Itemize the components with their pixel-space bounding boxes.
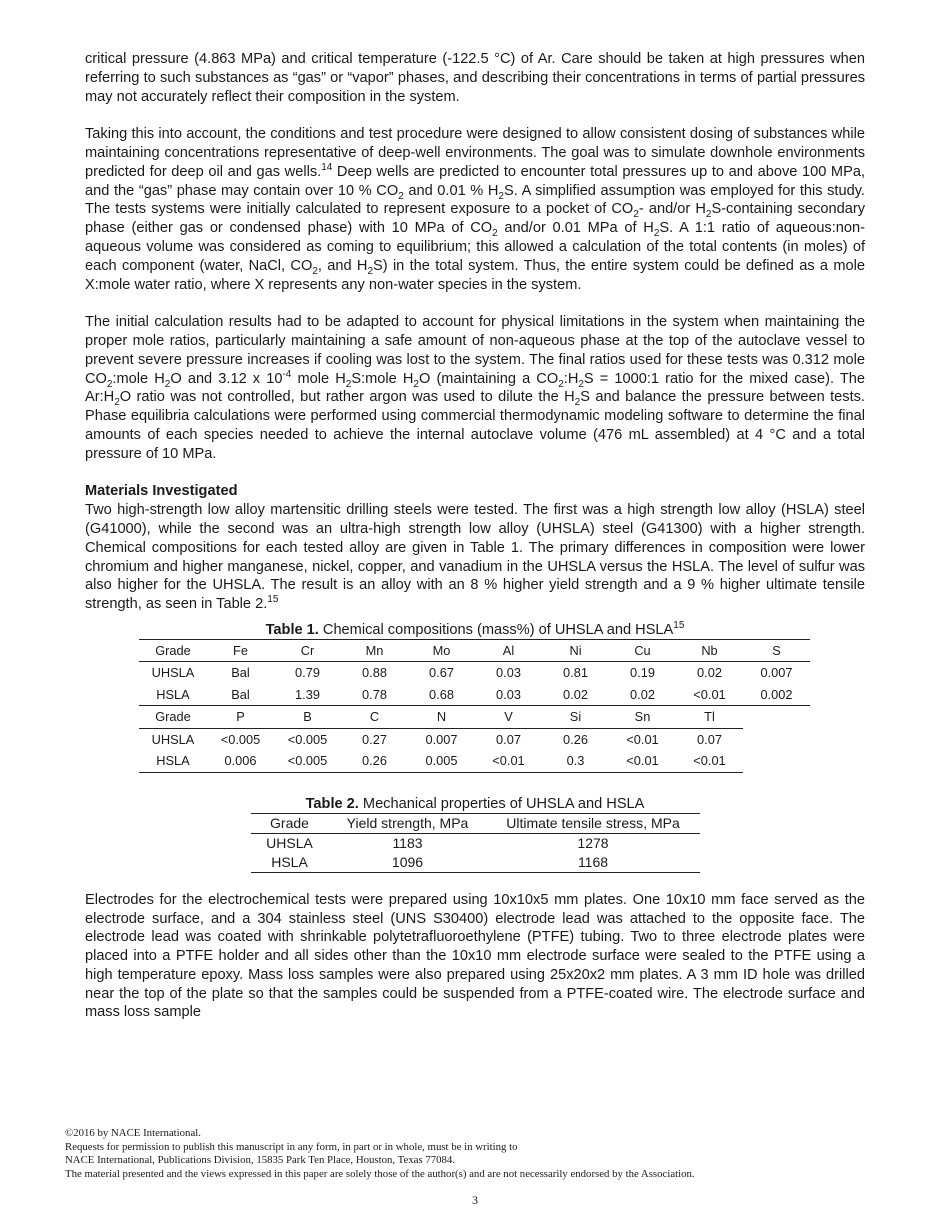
table1-cell: S [743,639,810,662]
table2-caption-text: Mechanical properties of UHSLA and HSLA [358,795,645,812]
table1-caption-ref: 15 [673,619,685,631]
table1-cell: Fe [207,639,274,662]
table1-cell: 0.02 [542,684,609,706]
subscript: 2 [578,378,584,390]
table2-row [251,833,700,853]
subscript: 2 [312,265,318,277]
table1-cell: V [475,706,542,729]
paragraph-materials [85,501,865,614]
text-run: O ratio was not controlled, but rather argon was used to dilute the H [119,389,575,406]
table1-caption [85,621,865,639]
table1-cell: Al [475,639,542,662]
table1-caption-label: Table 1. [265,621,319,638]
table1-cell: 0.07 [496,731,521,747]
table2-cell: UHSLA [266,834,313,851]
footer-address: NACE International, Publications Division, 15835 Park Ten Place, Houston, Texas 77084. [65,1154,456,1167]
table2-cell: Yield strength, MPa [329,813,487,833]
table1-cell: <0.01 [609,750,676,772]
superscript: 15 [267,594,279,606]
table1-cell: 0.81 [563,665,588,681]
table1-cell: UHSLA [151,731,195,747]
subscript: 2 [398,190,404,202]
table1-caption-text: Chemical compositions (mass%) of UHSLA and HSLA [318,621,674,638]
subscript: 2 [498,190,504,202]
text-run: S) in the total system. Thus, the entire system could be defined as a mole X:mole water ratio, where X represents any non-water species in the system. [85,257,865,293]
table1-cell: 0.07 [697,731,722,747]
table1-block [85,621,865,773]
subscript: 2 [633,209,639,221]
footer [65,1127,695,1181]
table1-cell: <0.01 [475,750,542,772]
table2-row [251,853,700,873]
superscript: -4 [282,368,292,380]
table1-row [139,684,810,706]
table1-cell: 1.39 [274,684,341,706]
table1-cell: <0.01 [676,750,743,772]
table1-empty-cell [743,728,810,750]
subscript: 2 [653,228,660,240]
table1-cell: <0.005 [274,750,341,772]
text-run: Taking this into account, the conditions and test procedure were designed to allow consistent dosing of substances while maintaining concentrations representative of deep-well environments. The goal was to simulate downhole environments predicted for deep oil and gas wells. [85,126,865,180]
text-run: :mole H [112,370,165,387]
table2-caption-label: Table 2. [305,795,359,812]
table1-cell: 0.03 [475,684,542,706]
table1-cell: 0.68 [408,684,475,706]
table1-cell: P [207,706,274,729]
page-body [85,50,865,1022]
table1-cell: Mo [408,639,475,662]
table1-cell: Cr [274,639,341,662]
superscript: 14 [321,161,333,173]
table1-cell: 0.79 [295,665,320,681]
table1-cell: <0.01 [626,731,659,747]
table2-cell: 1183 [392,834,423,851]
subscript: 2 [558,378,564,390]
subscript: 2 [345,378,352,390]
subscript: 2 [106,378,113,390]
table1-cell: N [408,706,475,729]
text-run: critical pressure (4.863 MPa) and critical temperature (-122.5 °C) of Ar. Care should be taken at high pressures when referring to such substances as “gas” or “vapor” phases, and describing their concentrations in terms of partial pressures may not accurately reflect their composition in the system. [85,51,865,105]
subscript: 2 [705,209,712,221]
table1-cell: 0.67 [429,665,454,681]
table1-row [139,662,810,684]
paragraph-electrodes [85,891,865,1023]
text-run: S and balance the pressure between tests. Phase equilibria calculations were performed using commercial thermodynamic modeling software to determine the final amounts of each species needed to achieve the internal autoclave volume (476 mL assembled) at 4 °C and a total pressure of 10 MPa. [85,389,865,462]
table1-cell: C [341,706,408,729]
table1-cell: Bal [231,665,250,681]
table1-cell: <0.01 [676,684,743,706]
table1-cell: <0.005 [220,731,261,747]
table1-cell: 0.88 [362,665,387,681]
table2-cell: 1278 [577,834,609,851]
subscript: 2 [574,397,581,409]
table1-row [139,750,810,772]
text-run: :H [563,370,579,387]
footer-disclaimer: The material presented and the views expressed in this paper are solely those of the author(s) and are not necessarily endorsed by the Association. [65,1167,695,1180]
table1-empty-cell [743,706,810,729]
table1-cell: HSLA [139,684,207,706]
table1-row [139,728,810,750]
table1-cell: HSLA [139,750,207,772]
text-run: - and/or H [638,201,706,218]
footer-permission: Requests for permission to publish this manuscript in any form, in part or in whole, must be in writing to [65,1140,518,1153]
paragraph-intro [85,50,865,106]
table1-cell: 0.19 [630,665,655,681]
subscript: 2 [164,378,171,390]
table1-row [139,706,810,729]
table1-cell: Mn [341,639,408,662]
text-run: S:mole H [351,370,414,387]
text-run: O and 3.12 x 10 [170,370,283,387]
footer-copyright: ©2016 by NACE International. [65,1127,201,1139]
text-run: Deep wells are predicted to encounter total pressures up to and above 100 MPa, and the “gas” phase may contain over 10 % CO [85,163,865,199]
table1-cell: Cu [609,639,676,662]
table2-block [85,795,865,873]
table1-cell: Bal [207,684,274,706]
table2-cell: 1096 [329,853,487,873]
subscript: 2 [114,397,120,409]
text-run: Electrodes for the electrochemical tests were prepared using 10x10x5 mm plates. One 10x10 mm face served as the electrode surface, and a 304 stainless steel (UNS S30400) electrode lead was attached to the opposite face. The electrode lead was coated with shrinkable polytetrafluoroethylene (PTFE) tubing. Two to three electrode plates were placed into a PTFE holder and all sides other than the 10x10 mm electrode surface were sealed to the PTFE using a high temperature epoxy. Mass loss samples were also prepared using 25x20x2 mm plates. A 3 mm ID hole was drilled near the top of the plate so that the samples could be suspended from a PTFE-coated wire. The electrode surface and mass loss sample [85,891,865,1021]
text-run: and 0.01 % H [403,182,499,199]
table1-cell: Ni [542,639,609,662]
paragraph-ratios [85,313,865,463]
table1-cell: 0.02 [697,665,722,681]
table2-cell: Grade [251,813,329,833]
text-run: The initial calculation results had to be adapted to account for physical limitations in the system when maintaining the proper mole ratios, particularly maintaining a safe amount of non-aqueous phase at the top of the autoclave vessel to prevent severe pressure increases if cooling was lost to the system. The final ratios used for these tests was 0.312 mole CO [85,314,865,387]
table1-cell: 0.007 [425,731,458,747]
table2-cell: Ultimate tensile stress, MPa [487,813,700,833]
table1-cell: Nb [676,639,743,662]
text-run: Two high-strength low alloy martensitic drilling steels were tested. The first was a high strength low alloy (HSLA) steel (G41000), while the second was an ultra-high strength low alloy (UHSLA) steel (G41300) with a higher strength. Chemical compositions for each tested alloy are given in Table 1. The primary differences in composition were lower chromium and higher manganese, nickel, copper, and vanadium in the UHSLA versus the HSLA. The level of sulfur was also higher for the UHSLA. The result is an alloy with an 8 % higher yield strength and a 9 % higher ultimate tensile strength, as seen in Table 2. [85,502,865,613]
table1-cell: 0.03 [496,665,521,681]
text-run: , and H [317,257,368,274]
table1-cell: Tl [676,706,743,729]
table1 [139,639,810,773]
table1-cell: 0.006 [207,750,274,772]
table1-cell: UHSLA [151,665,195,681]
text-run: S. A simplified assumption was employed for this study. The tests systems were initially calculated to represent exposure to a pocket of CO [85,182,865,218]
text-run: and/or 0.01 MPa of H [497,220,654,237]
table2-cell: 1168 [487,853,700,873]
text-run: O (maintaining a CO [418,370,559,387]
table1-cell: 0.02 [609,684,676,706]
table1-cell: 0.78 [341,684,408,706]
table1-cell: 0.005 [408,750,475,772]
text-run: S. A 1:1 ratio of aqueous:non-aqueous volume was considered as coming to equilibrium; this allowed a calculation of the total contents (in moles) of each component (water, NaCl, CO [85,220,865,274]
text-run: S-containing secondary phase (either gas or condensed phase) with 10 MPa of CO [85,201,866,237]
table1-cell: 0.002 [743,684,810,706]
table1-cell: 0.26 [563,731,588,747]
table1-cell: Grade [139,639,207,662]
subscript: 2 [413,378,419,390]
table1-cell: Grade [139,706,207,729]
paragraph-conditions [85,125,865,294]
table1-cell: 0.3 [542,750,609,772]
section-heading-materials: Materials Investigated [85,483,238,500]
table2-caption [85,795,865,813]
table1-cell: Si [542,706,609,729]
page-number: 3 [472,1193,478,1207]
table1-empty-cell [743,750,810,772]
subscript: 2 [367,265,374,277]
table2 [251,813,700,873]
text-run: mole H [291,370,346,387]
table2-row [251,813,700,833]
table1-cell: 0.26 [341,750,408,772]
table1-cell: 0.27 [362,731,387,747]
table2-cell: HSLA [251,853,329,873]
table1-row [139,639,810,662]
table1-cell: 0.007 [760,665,793,681]
table1-cell: Sn [609,706,676,729]
subscript: 2 [492,228,498,240]
table1-cell: B [274,706,341,729]
table1-cell: <0.005 [287,731,328,747]
text-run: S = 1000:1 ratio for the mixed case). The Ar:H [85,370,866,406]
